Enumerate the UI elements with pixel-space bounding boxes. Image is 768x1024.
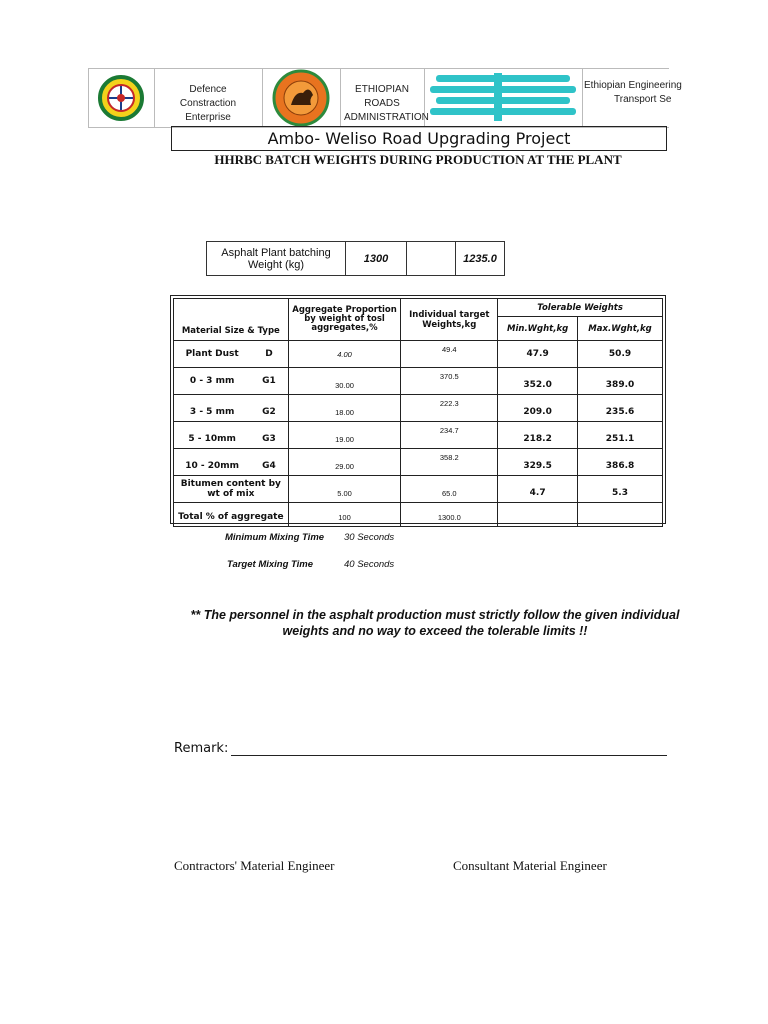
row-min: 218.2 (498, 422, 578, 449)
header-material: Material Size & Type (174, 299, 289, 341)
target-mixing-label: Target Mixing Time (227, 559, 314, 570)
header-proportion: Aggregate Proportion by weight of tosl aggregates,% (288, 299, 401, 341)
table-row (174, 422, 663, 449)
batching-weight-table (206, 241, 505, 276)
row-min: 47.9 (498, 341, 578, 368)
project-title: Ambo- Weliso Road Upgrading Project (171, 126, 667, 151)
batching-label: Asphalt Plant batching Weight (kg) (207, 242, 346, 276)
row-size: Plant Dust (174, 341, 251, 368)
row-proportion: 18.00 (288, 395, 401, 422)
dce-name-cell (154, 69, 263, 127)
header-target: Individual target Weights,kg (401, 299, 498, 341)
row-type: G3 (250, 422, 288, 449)
bitumen-label: Bitumen content by wt of mix (174, 476, 289, 503)
row-proportion: 4.00 (288, 341, 401, 368)
row-proportion: 19.00 (288, 422, 401, 449)
bitumen-max: 5.3 (578, 476, 663, 503)
row-type: D (250, 341, 288, 368)
row-type: G2 (250, 395, 288, 422)
dce-logo-icon (89, 69, 154, 127)
contractor-signature-label: Contractors' Material Engineer (174, 858, 335, 873)
total-target: 1300.0 (401, 503, 498, 527)
batch-weights-table-frame (170, 295, 666, 524)
org1-name: Defence Constraction Enterprise (179, 84, 237, 123)
row-min: 209.0 (498, 395, 578, 422)
remark-line (231, 755, 667, 756)
row-target: 49.4 (401, 341, 498, 368)
table-row (174, 449, 663, 476)
batching-value-2 (407, 242, 456, 276)
row-target: 370.5 (401, 368, 498, 395)
batch-weights-table (173, 298, 663, 527)
era-name-cell (340, 69, 429, 127)
instruction-note: ** The personnel in the asphalt production must strictly follow the given individual weights and no way to exceed the tolerable limits !! (190, 608, 680, 638)
header-logo-strip (88, 68, 682, 128)
row-type: G1 (250, 368, 288, 395)
org3-name-line2: Transport Se (614, 94, 672, 105)
bitumen-target: 65.0 (401, 476, 498, 503)
bitumen-min: 4.7 (498, 476, 578, 503)
row-max: 386.8 (578, 449, 663, 476)
table-row (174, 341, 663, 368)
row-size: 0 - 3 mm (174, 368, 251, 395)
row-size: 3 - 5 mm (174, 395, 251, 422)
batching-value-1: 1300 (346, 242, 407, 276)
header-tolerable: Tolerable Weights (498, 299, 663, 317)
min-mixing-label: Minimum Mixing Time (225, 532, 325, 543)
eetsd-logo-icon (424, 69, 582, 127)
row-target: 234.7 (401, 422, 498, 449)
row-size: 5 - 10mm (174, 422, 251, 449)
row-size: 10 - 20mm (174, 449, 251, 476)
row-target: 222.3 (401, 395, 498, 422)
table-row (174, 395, 663, 422)
total-label: Total % of aggregate (174, 503, 289, 527)
row-max: 251.1 (578, 422, 663, 449)
era-seal-cell (262, 69, 341, 127)
total-max-empty (578, 503, 663, 527)
row-type: G4 (250, 449, 288, 476)
header-max: Max.Wght,kg (578, 317, 663, 341)
consultant-signature-label: Consultant Material Engineer (453, 858, 607, 873)
row-min: 352.0 (498, 368, 578, 395)
remark-label: Remark: (174, 741, 229, 756)
row-min: 329.5 (498, 449, 578, 476)
document-subtitle: HHRBC BATCH WEIGHTS DURING PRODUCTION AT THE PLANT (214, 152, 622, 167)
batching-value-3: 1235.0 (456, 242, 505, 276)
bitumen-proportion: 5.00 (288, 476, 401, 503)
row-proportion: 30.00 (288, 368, 401, 395)
row-max: 389.0 (578, 368, 663, 395)
min-mixing-value: 30 Seconds (344, 532, 395, 543)
row-target: 358.2 (401, 449, 498, 476)
bitumen-row (174, 476, 663, 503)
dce-logo-cell (89, 69, 155, 127)
table-row (174, 368, 663, 395)
eetsd-name-cell (582, 69, 682, 127)
era-seal-icon (262, 69, 340, 127)
row-max: 50.9 (578, 341, 663, 368)
eetsd-logo-cell (424, 69, 583, 127)
total-row (174, 503, 663, 527)
org2-name: ETHIOPIAN ROADS ADMINISTRATION (344, 84, 429, 123)
row-max: 235.6 (578, 395, 663, 422)
target-mixing-value: 40 Seconds (344, 559, 395, 570)
row-proportion: 29.00 (288, 449, 401, 476)
header-min: Min.Wght,kg (498, 317, 578, 341)
total-proportion: 100 (288, 503, 401, 527)
total-min-empty (498, 503, 578, 527)
org3-name-line1: Ethiopian Engineering (584, 80, 682, 91)
